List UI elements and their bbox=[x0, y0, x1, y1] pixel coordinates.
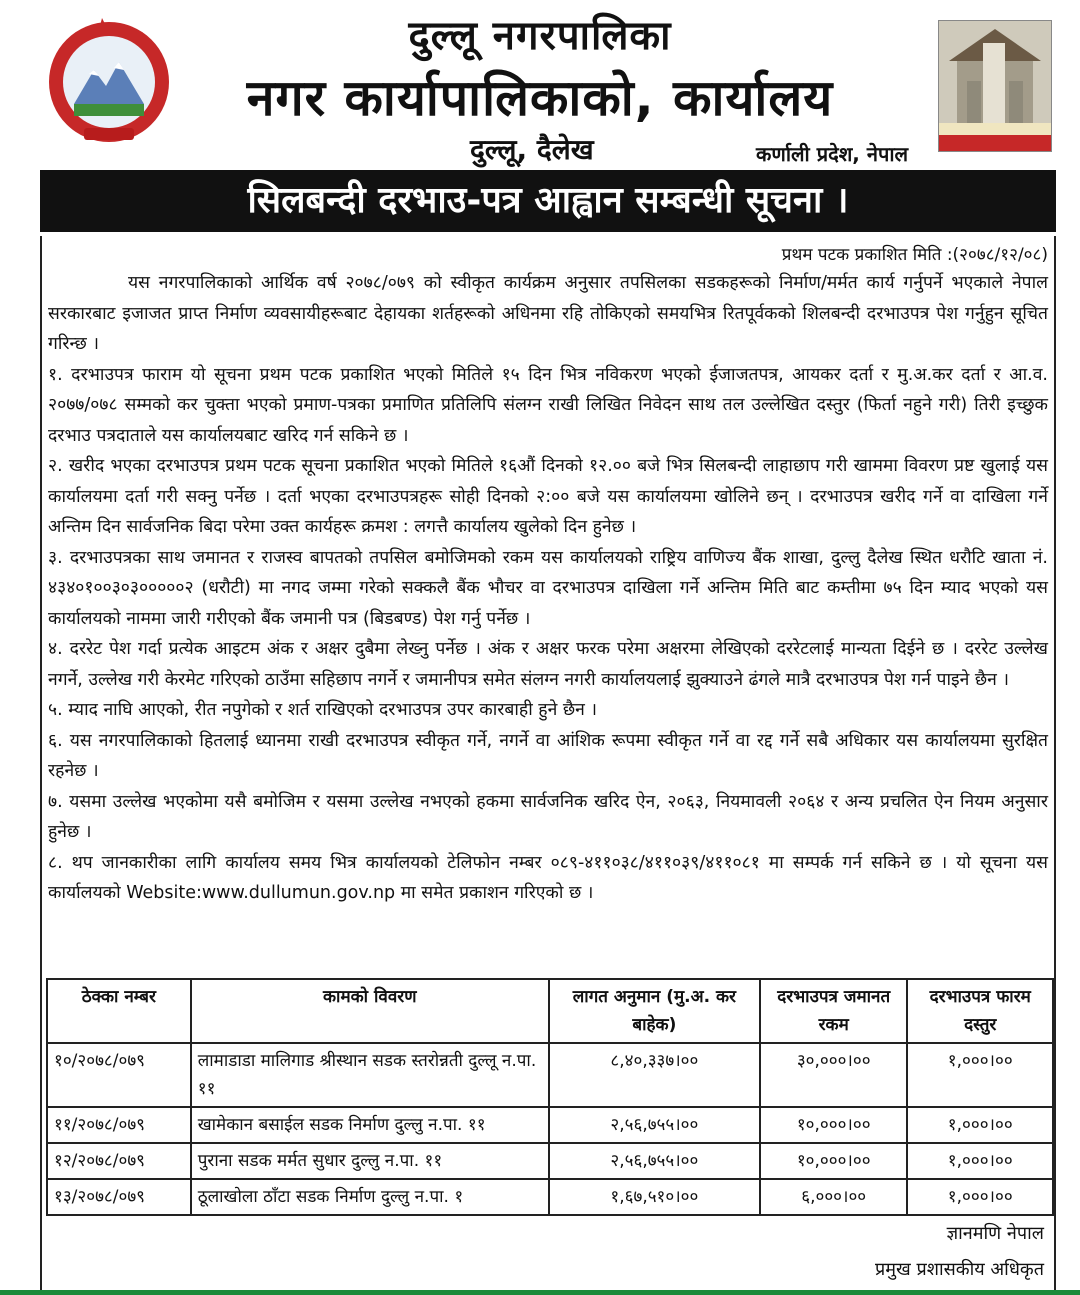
header-work-description: कामको विवरण bbox=[191, 979, 549, 1043]
cell-bid-security: १०,०००।०० bbox=[760, 1143, 908, 1179]
condition-3: ३. दरभाउपत्रका साथ जमानत र राजस्व बापतको तपसिल बमोजिमको रकम यस कार्यालयको राष्ट्रिय वाणिज्य बैंक शाखा, दुल्लु दैलेख स्थित धरौटि खाता नं. ४३४०१००३०३०००००२ (धरौटी) मा नगद जम्मा गरेको सक्कलै बैंक भौचर वा दरभाउपत्र दाखिला गर्ने अन्तिम मिति बाट कम्तीमा ७५ दिन म्याद भएको यस कार्यालयको नाममा जारी गरीएको बैंक जमानी पत्र (बिडबण्ड) पेश गर्नु पर्नेछ । bbox=[48, 547, 1048, 629]
condition-6: ६. यस नगरपालिकाको हितलाई ध्यानमा राखी दरभाउपत्र स्वीकृत गर्ने, नगर्ने वा आंशिक रूपमा स्वीकृत गर्ने वा रद्द गर्ने सबै अधिकार यस कार्यालयमा सुरक्षित रहनेछ । bbox=[48, 730, 1048, 781]
heritage-monument-photo-icon bbox=[938, 20, 1052, 152]
table-row bbox=[47, 1043, 1053, 1107]
header-bid-security: दरभाउपत्र जमानत रकम bbox=[760, 979, 908, 1043]
intro-paragraph: यस नगरपालिकाको आर्थिक वर्ष २०७८/०७९ को स्वीकृत कार्यक्रम अनुसार तपसिलका सडकहरूको निर्माण/मर्मत कार्य गर्नुपर्ने भएकाले नेपाल सरकारबाट इजाजत प्राप्त निर्माण व्यवसायीहरूबाट देहायका शर्तहरूको अधिनमा रहि तोकिएको समयभित्र रितपूर्वकको शिलबन्दी दरभाउपत्र पेश गर्नुहुन सूचित गरिन्छ । bbox=[48, 273, 1048, 354]
notice-title: सिलबन्दी दरभाउ-पत्र आह्वान सम्बन्धी सूचना । bbox=[40, 170, 1056, 232]
signature-block bbox=[875, 1216, 1044, 1288]
cell-cost-estimate: २,५६,७५५।०० bbox=[549, 1107, 760, 1143]
cell-form-fee: १,०००।०० bbox=[907, 1143, 1053, 1179]
office-name: नगर कार्यापालिकाको, कार्यालय bbox=[246, 69, 834, 127]
signatory-designation: प्रमुख प्रशासकीय अधिकृत bbox=[875, 1259, 1044, 1280]
contract-table bbox=[46, 978, 1054, 1216]
office-location: दुल्लू, दैलेख bbox=[470, 133, 594, 166]
condition-8: ८. थप जानकारीका लागि कार्यालय समय भित्र कार्यालयको टेलिफोन नम्बर ०८९-४११०३८/४११०३९/४११०८१ मा सम्पर्क गर्न सकिने छ । यो सूचना यस कार्यालयको Website:www.dullumun.gov.np मा समेत प्रकाशन गरिएको छ । bbox=[48, 852, 1048, 903]
province-name: कर्णाली प्रदेश, नेपाल bbox=[756, 142, 909, 166]
cell-work-description: खामेकान बसाईल सडक निर्माण दुल्लु न.पा. ११ bbox=[191, 1107, 549, 1143]
cell-contract-no: १२/२०७८/०७९ bbox=[47, 1143, 191, 1179]
header-cost-estimate: लागत अनुमान (मु.अ. कर बाहेक) bbox=[549, 979, 760, 1043]
published-date: प्रथम पटक प्रकाशित मिति :(२०७८/१२/०८) bbox=[781, 245, 1048, 265]
cell-bid-security: ३०,०००।०० bbox=[760, 1043, 908, 1107]
header-contract-no: ठेक्का नम्बर bbox=[47, 979, 191, 1043]
signatory-name: ज्ञानमणि नेपाल bbox=[946, 1223, 1044, 1244]
cell-work-description: ठूलाखोला ठाँटा सडक निर्माण दुल्लु न.पा. १ bbox=[191, 1179, 549, 1215]
condition-2: २. खरीद भएका दरभाउपत्र प्रथम पटक सूचना प्रकाशित भएको मितिले १६औं दिनको १२.०० बजे भित्र सिलबन्दी लाहाछाप गरी खाममा विवरण प्रष्ट खुलाई यस कार्यालयमा दर्ता गरी सक्नु पर्नेछ । दर्ता भएका दरभाउपत्रहरू सोही दिनको २:०० बजे यस कार्यालयमा खोलिने छन् । दरभाउपत्र खरीद गर्ने वा दाखिला गर्ने अन्तिम दिन सार्वजनिक बिदा परेमा उक्त कार्यहरू क्रमश : लगत्तै कार्यालय खुलेको दिन हुनेछ । bbox=[48, 456, 1048, 537]
condition-1: १. दरभाउपत्र फाराम यो सूचना प्रथम पटक प्रकाशित भएको मितिले १५ दिन भित्र नविकरण भएको ईजाजतपत्र, आयकर दर्ता र मु.अ.कर दर्ता र आ.व. २०७७/०७८ सम्मको कर चुक्ता भएको प्रमाण-पत्रका प्रमाणित प्रतिलिपि संलग्न राखी लिखित निवेदन साथ तल उल्लेखित दस्तुर (फिर्ता नहुने गरी) तिरी इच्छुक दरभाउ पत्रदाताले यस कार्यालयबाट खरिद गर्न सकिने छ । bbox=[48, 364, 1048, 446]
cell-cost-estimate: १,६७,५१०।०० bbox=[549, 1179, 760, 1215]
cell-form-fee: १,०००।०० bbox=[907, 1179, 1053, 1215]
header-form-fee: दरभाउपत्र फारम दस्तुर bbox=[907, 979, 1053, 1043]
bottom-border bbox=[0, 1290, 1080, 1295]
cell-form-fee: १,०००।०० bbox=[907, 1043, 1053, 1107]
table-row bbox=[47, 1143, 1053, 1179]
cell-bid-security: ६,०००।०० bbox=[760, 1179, 908, 1215]
notice-body bbox=[40, 236, 1056, 1292]
cell-work-description: लामाडाडा मालिगाड श्रीस्थान सडक स्तरोन्नती दुल्लू न.पा. ११ bbox=[191, 1043, 549, 1107]
cell-work-description: पुराना सडक मर्मत सुधार दुल्लु न.पा. ११ bbox=[191, 1143, 549, 1179]
condition-5: ५. म्याद नाघि आएको, रीत नपुगेको र शर्त राखिएको दरभाउपत्र उपर कारबाही हुने छैन । bbox=[48, 700, 598, 720]
cell-cost-estimate: २,५६,७५५।०० bbox=[549, 1143, 760, 1179]
cell-contract-no: ११/२०७८/०७९ bbox=[47, 1107, 191, 1143]
header bbox=[0, 0, 1080, 170]
cell-form-fee: १,०००।०० bbox=[907, 1107, 1053, 1143]
table-header-row bbox=[47, 979, 1053, 1043]
condition-7: ७. यसमा उल्लेख भएकोमा यसै बमोजिम र यसमा उल्लेख नभएको हकमा सार्वजनिक खरिद ऐन, २०६३, नियमावली २०६४ र अन्य प्रचलित ऐन नियम अनुसार हुनेछ । bbox=[48, 791, 1048, 842]
notice-text bbox=[48, 268, 1048, 909]
table-row bbox=[47, 1107, 1053, 1143]
cell-contract-no: १०/२०७८/०७९ bbox=[47, 1043, 191, 1107]
cell-cost-estimate: ८,४०,३३७।०० bbox=[549, 1043, 760, 1107]
condition-4: ४. दररेट पेश गर्दा प्रत्येक आइटम अंक र अक्षर दुबैमा लेख्नु पर्नेछ । अंक र अक्षर फरक परेमा अक्षरमा लेखिएको दररेटलाई मान्यता दिईने छ । दररेट उल्लेख नगर्ने, उल्लेख गरी केरमेट गरिएको ठाउँमा सहिछाप नगर्ने र जमानीपत्र समेत संलग्न नगरी कार्यालयलाई झुक्याउने ढंगले मात्रै दरभाउपत्र पेश गर्न पाइने छैन । bbox=[48, 639, 1048, 690]
municipality-name: दुल्लू नगरपालिका bbox=[408, 13, 672, 59]
cell-bid-security: १०,०००।०० bbox=[760, 1107, 908, 1143]
cell-contract-no: १३/२०७८/०७९ bbox=[47, 1179, 191, 1215]
table-row bbox=[47, 1179, 1053, 1215]
